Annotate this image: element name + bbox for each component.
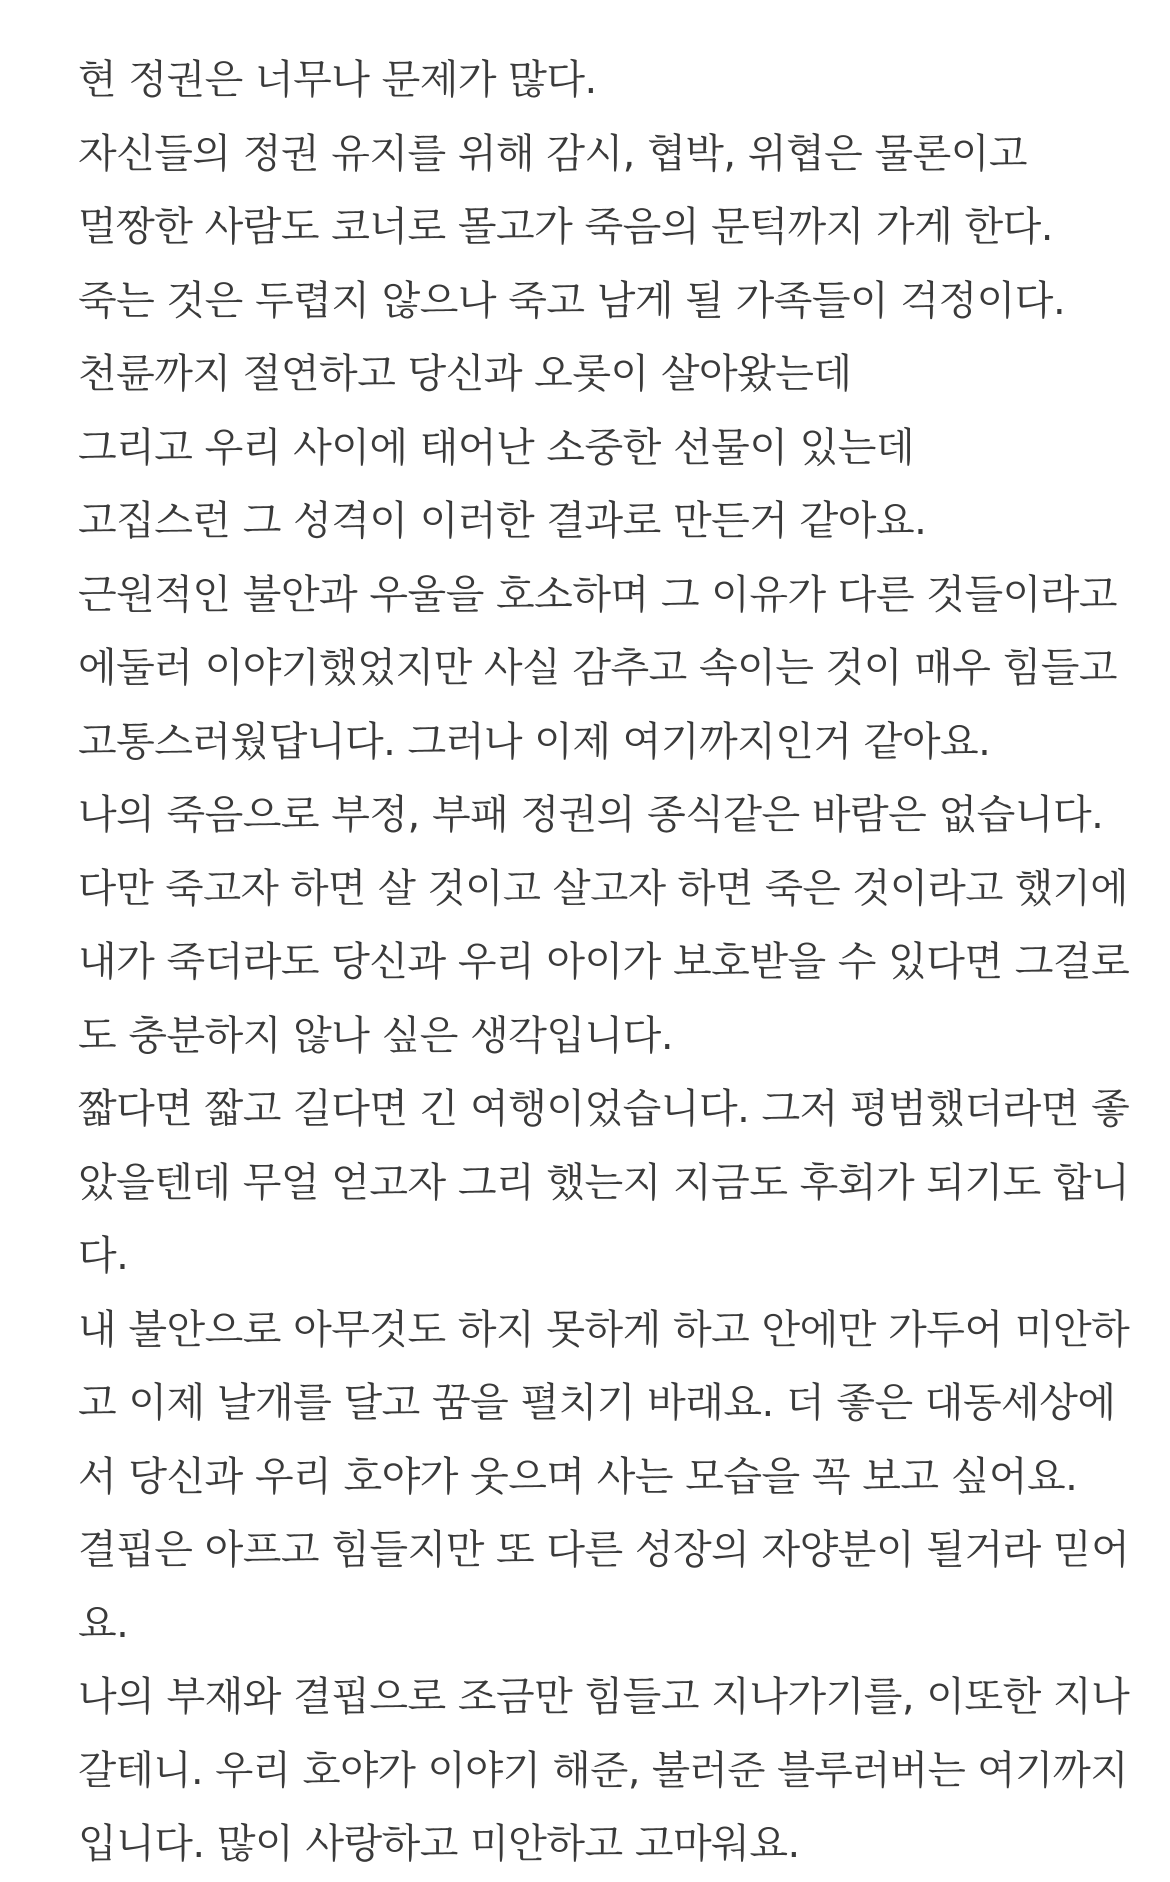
text-line: 현 정권은 너무나 문제가 많다. [78, 57, 597, 103]
text-line: 다. [78, 1233, 129, 1279]
text-line: 내 불안으로 아무것도 하지 못하게 하고 안에만 가두어 미안하 [78, 1306, 1130, 1353]
text-line: 자신들의 정권 유지를 위해 감시, 협박, 위협은 물론이고 [78, 130, 1028, 177]
text-line: 결핍은 아프고 힘들지만 또 다른 성장의 자양분이 될거라 믿어 [78, 1527, 1130, 1573]
text-line: 도 충분하지 않나 싶은 생각입니다. [78, 1012, 674, 1059]
text-line: 다만 죽고자 하면 살 것이고 살고자 하면 죽은 것이라고 했기에 [78, 865, 1128, 912]
text-line: 짧다면 짧고 길다면 긴 여행이었습니다. 그저 평범했더라면 좋 [78, 1086, 1130, 1132]
text-line: 았을텐데 무얼 얻고자 그리 했는지 지금도 후회가 되기도 합니 [78, 1159, 1130, 1206]
text-line: 고집스런 그 성격이 이러한 결과로 만든거 같아요. [78, 498, 927, 544]
text-line: 내가 죽더라도 당신과 우리 아이가 보호받을 수 있다면 그걸로 [78, 939, 1130, 985]
text-line: 근원적인 불안과 우울을 호소하며 그 이유가 다른 것들이라고 [78, 571, 1118, 618]
text-line: 요. [78, 1600, 129, 1647]
letter-text [78, 44, 1138, 1882]
text-line: 갈테니. 우리 호야가 이야기 해준, 불러준 블루러버는 여기까지 [78, 1747, 1128, 1794]
text-line: 그리고 우리 사이에 태어난 소중한 선물이 있는데 [78, 424, 915, 471]
text-line: 나의 죽음으로 부정, 부패 정권의 종식같은 바람은 없습니다. [78, 792, 1104, 838]
text-line: 서 당신과 우리 호야가 웃으며 사는 모습을 꼭 보고 싶어요. [78, 1453, 1078, 1500]
text-line: 고 이제 날개를 달고 꿈을 펼치기 바래요. 더 좋은 대동세상에 [78, 1380, 1116, 1426]
text-line: 에둘러 이야기했었지만 사실 감추고 속이는 것이 매우 힘들고 [78, 645, 1118, 691]
text-line: 멀짱한 사람도 코너로 몰고가 죽음의 문턱까지 가게 한다. [78, 204, 1053, 250]
text-line: 고통스러웠답니다. 그러나 이제 여기까지인거 같아요. [78, 718, 991, 765]
text-line: 죽는 것은 두렵지 않으나 죽고 남게 될 가족들이 걱정이다. [78, 277, 1066, 324]
text-line: 입니다. 많이 사랑하고 미안하고 고마워요. [78, 1821, 800, 1867]
text-line: 나의 부재와 결핍으로 조금만 힘들고 지나가기를, 이또한 지나 [78, 1674, 1130, 1720]
text-line: 천륜까지 절연하고 당신과 오롯이 살아왔는데 [78, 351, 852, 397]
